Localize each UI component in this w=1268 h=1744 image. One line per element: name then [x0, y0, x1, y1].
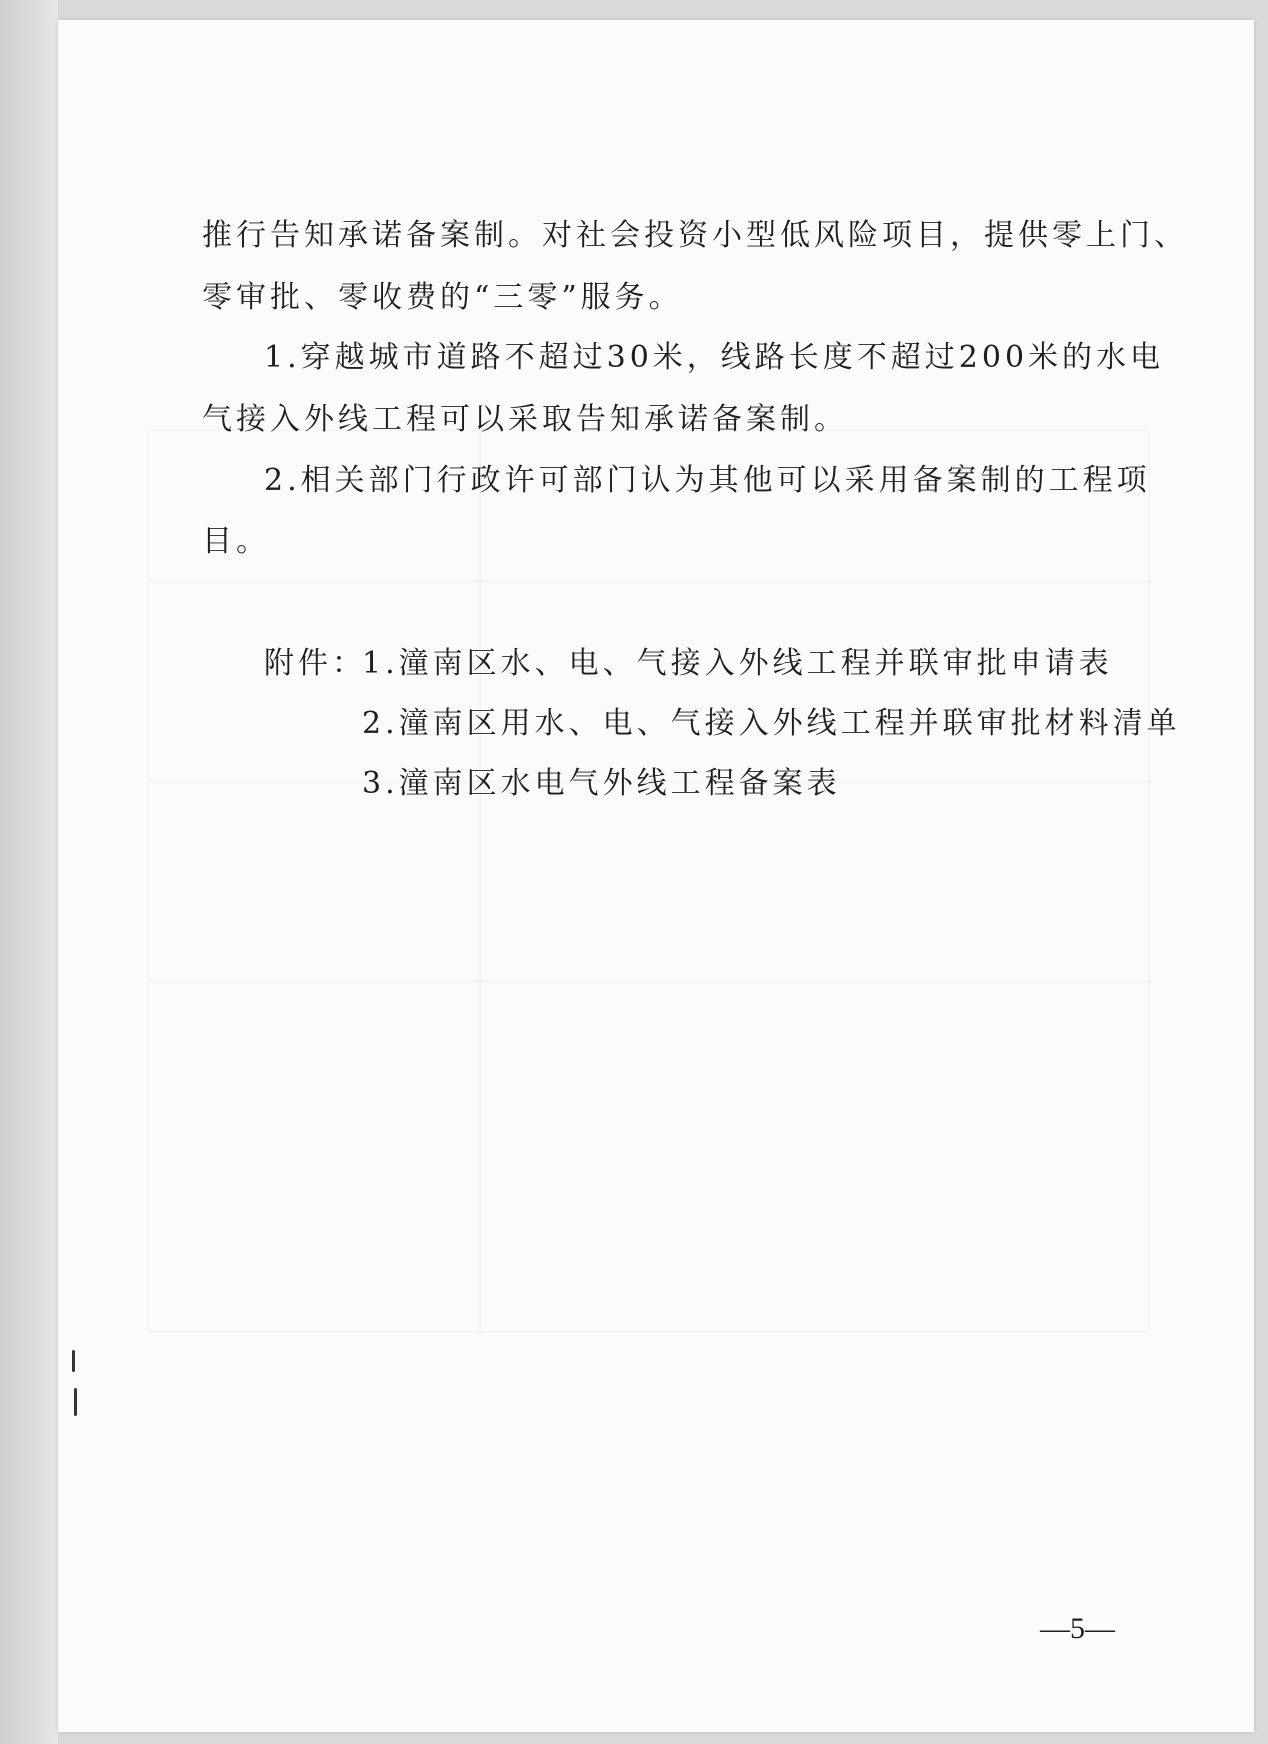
binding-mark: [74, 1388, 77, 1416]
body-paragraph-line: 气接入外线工程可以采取告知承诺备案制。: [202, 402, 848, 437]
page-number: —5—: [1040, 1612, 1115, 1645]
bleed-through-line: [148, 580, 1150, 583]
bleed-through-line: [478, 430, 481, 1332]
binding-mark: [72, 1350, 75, 1372]
body-paragraph-line: 零审批、零收费的“三零”服务。: [202, 280, 683, 315]
attachment-item: 3.潼南区水电气外线工程备案表: [362, 766, 841, 801]
body-paragraph-line: 2.相关部门行政许可部门认为其他可以采用备案制的工程项: [264, 463, 1151, 498]
attachments-label: 附件：: [264, 646, 366, 681]
bleed-through-line: [148, 980, 1150, 983]
bleed-through-table: [148, 430, 1150, 1332]
attachment-item: 2.潼南区用水、电、气接入外线工程并联审批材料清单: [362, 706, 1181, 741]
scan-left-edge: [0, 0, 58, 1744]
body-paragraph-line: 1.穿越城市道路不超过30米，线路长度不超过200米的水电: [264, 340, 1165, 375]
attachment-item: 1.潼南区水、电、气接入外线工程并联审批申请表: [362, 646, 1113, 681]
body-paragraph-line: 推行告知承诺备案制。对社会投资小型低风险项目，提供零上门、: [202, 218, 1188, 253]
body-paragraph-line: 目。: [202, 524, 270, 559]
